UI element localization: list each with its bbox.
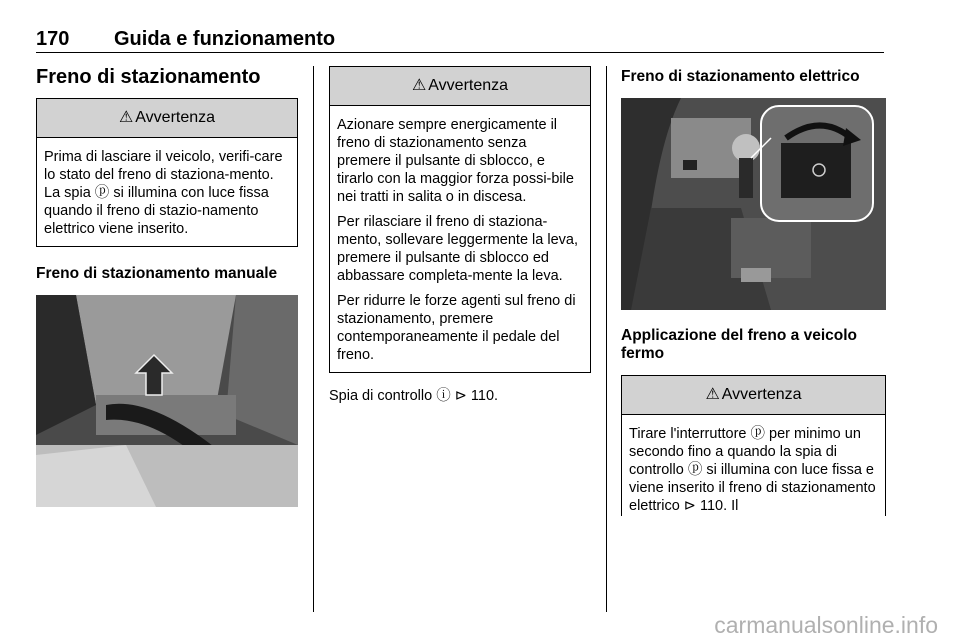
column-3 (621, 62, 886, 516)
warning-paragraph: Per ridurre le forze agenti sul freno di stazionamento, premere contemporaneamente il pedale del freno. (337, 293, 576, 363)
warning-box (621, 375, 886, 516)
warning-text: Prima di lasciare il veicolo, verifi-care lo stato del freno di staziona-mento. La spia ⓟ si illumina con luce fissa quando il freno di stazio-namento elettrico viene inserito. (44, 149, 283, 237)
warning-title: Avvertenza (428, 77, 509, 94)
manual-brake-illustration (36, 295, 298, 507)
page-number: 170 (36, 28, 70, 50)
column-1 (36, 62, 298, 507)
watermark: carmanualsonline.info (714, 612, 938, 638)
warning-box (36, 98, 298, 247)
warning-paragraph: Per rilasciare il freno di staziona-mento, sollevare leggermente la leva, premere il pulsante di sblocco ed abbassare completa-mente la leva. (337, 214, 578, 284)
warning-text: Tirare l'interruttore ⓟ per minimo un secondo fino a quando la spia di controllo ⓟ si illumina con luce fissa e viene inserito il freno di stazionamento elettrico ⊳ 110. Il (629, 426, 876, 514)
warning-title: Avvertenza (135, 109, 216, 126)
subsection-title: Freno di stazionamento elettrico (621, 68, 860, 85)
warning-body (37, 138, 297, 246)
column-2 (329, 62, 591, 405)
warning-paragraph: Azionare sempre energicamente il freno di stazionamento senza premere il pulsante di sblocco, e tirarlo con la maggior forza possi-bile nei tratti in salita o in discesa. (337, 117, 574, 205)
column-divider (606, 66, 607, 612)
warning-triangle-icon: ⚠ (118, 109, 134, 126)
warning-body (622, 415, 885, 523)
warning-title: Avvertenza (721, 386, 802, 403)
electric-brake-illustration (621, 98, 886, 310)
subsection-title: Freno di stazionamento manuale (36, 265, 278, 282)
section-title: Freno di stazionamento (36, 66, 261, 88)
warning-triangle-icon: ⚠ (411, 77, 427, 94)
control-light-reference: Spia di controllo ⓘ ⊳ 110. (329, 388, 499, 404)
warning-body (330, 106, 590, 372)
warning-header (622, 376, 885, 415)
warning-header (37, 99, 297, 138)
subsection-title: Applicazione del freno a veicolo fermo (621, 327, 857, 362)
warning-triangle-icon: ⚠ (705, 386, 720, 403)
column-divider (313, 66, 314, 612)
warning-header (330, 67, 590, 106)
warning-box (329, 66, 591, 373)
chapter-title: Guida e funzionamento (114, 28, 336, 50)
page-header (36, 26, 884, 53)
